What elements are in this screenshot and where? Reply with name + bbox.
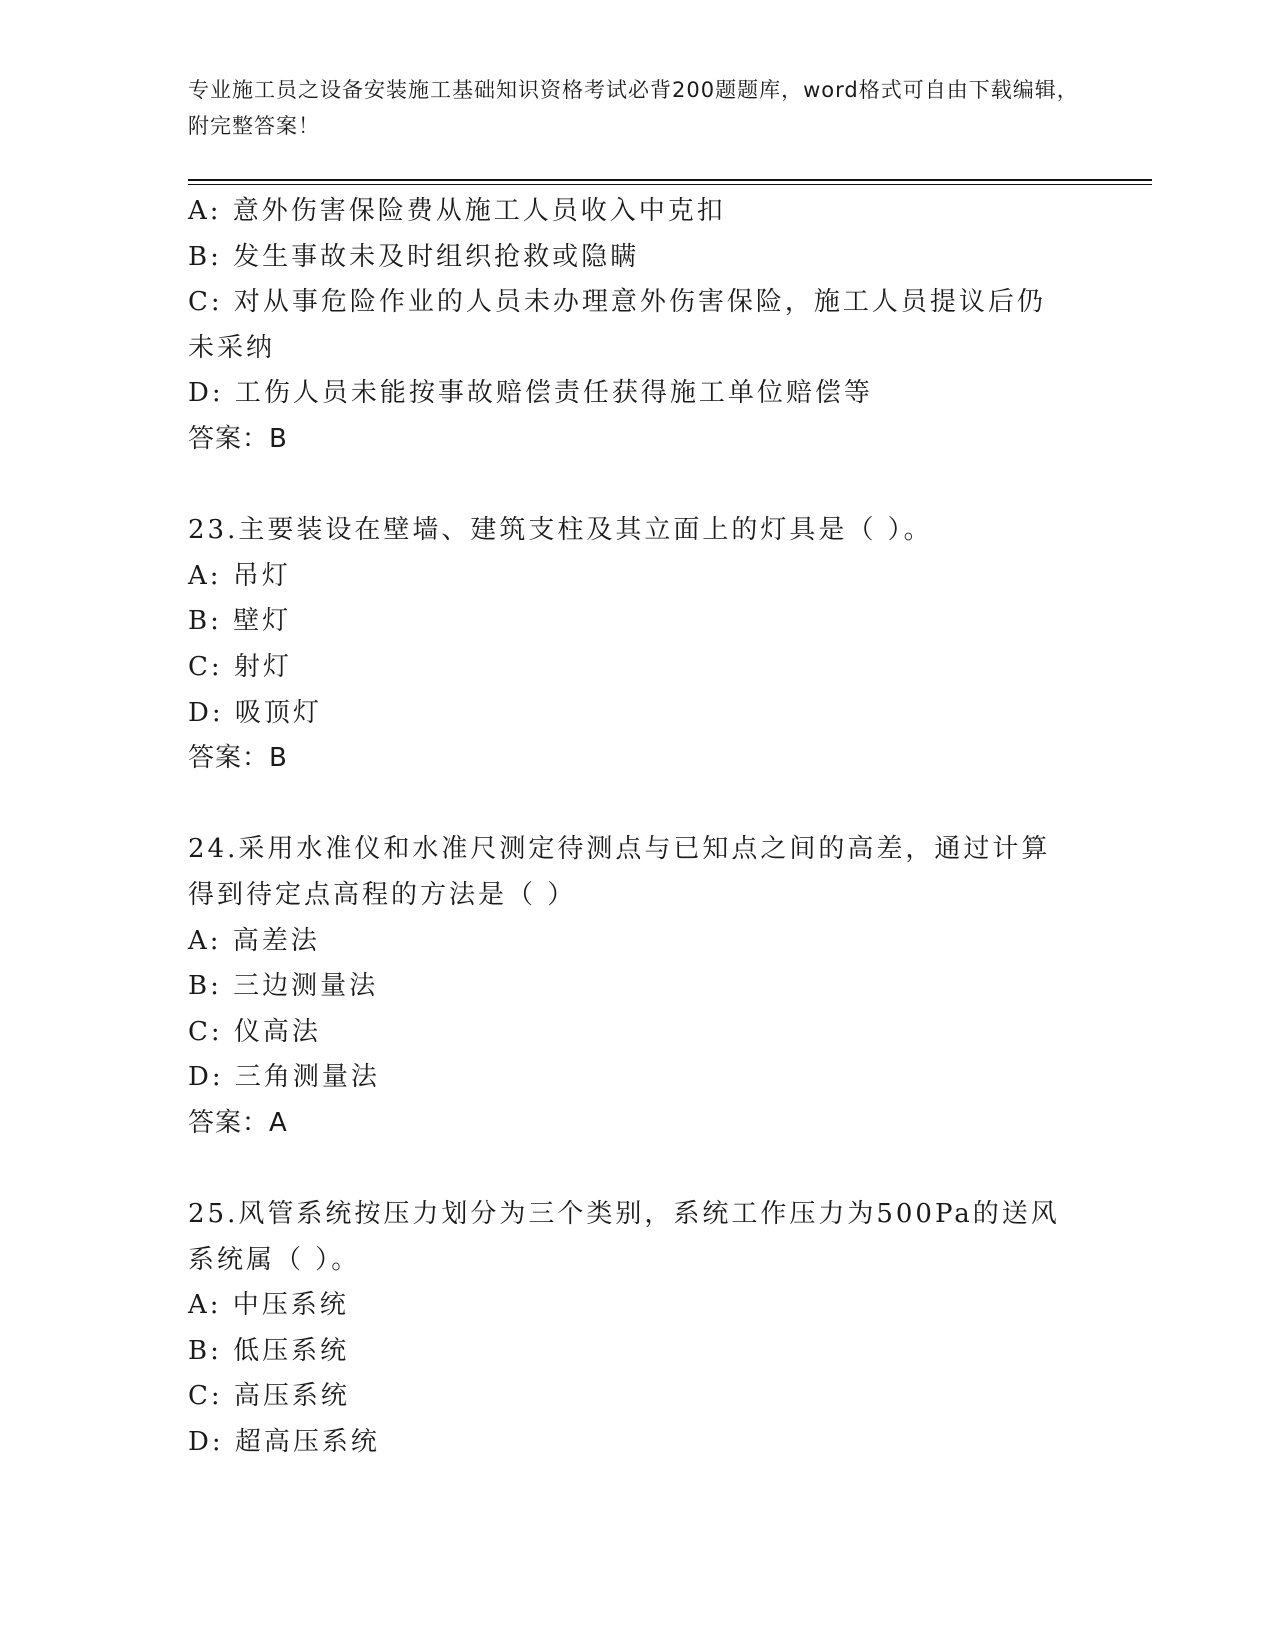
- option-d: D: 三角测量法: [188, 1062, 380, 1093]
- option-a: A: 中压系统: [188, 1290, 349, 1321]
- document-header: 专业施工员之设备安装施工基础知识资格考试必背200题题库，word格式可自由下载编辑，附完整答案！: [188, 78, 1079, 138]
- question-24: [188, 827, 1088, 1146]
- option-b: B: 发生事故未及时组织抢救或隐瞒: [188, 241, 640, 272]
- option-c: C: 仪高法: [188, 1016, 321, 1047]
- option-c: C: 射灯: [188, 651, 292, 682]
- answer-line: 答案：A: [188, 1107, 288, 1138]
- option-b: B: 壁灯: [188, 606, 292, 637]
- option-b: B: 三边测量法: [188, 971, 379, 1002]
- option-c: C: 对从事危险作业的人员未办理意外伤害保险，施工人员提议后仍未采纳: [188, 287, 1046, 363]
- question-25: [188, 1192, 1088, 1466]
- header-rule-thin: [188, 184, 1152, 185]
- answer-line: 答案：B: [188, 743, 288, 774]
- option-a: A: 高差法: [188, 925, 320, 956]
- question-stem: 24.采用水准仪和水准尺测定待测点与已知点之间的高差，通过计算得到待定点高程的方法是（ ）: [188, 834, 1051, 910]
- option-d: D: 吸顶灯: [188, 697, 322, 728]
- answer-line: 答案：B: [188, 423, 288, 454]
- question-stem: 23.主要装设在壁墙、建筑支柱及其立面上的灯具是（ ）。: [188, 515, 933, 546]
- option-a: A: 意外伤害保险费从施工人员收入中克扣: [188, 196, 726, 226]
- option-b: B: 低压系统: [188, 1335, 350, 1366]
- option-c: C: 高压系统: [188, 1381, 350, 1412]
- question-23: [188, 508, 1088, 782]
- option-d: D: 工伤人员未能按事故赔偿责任获得施工单位赔偿等: [188, 378, 873, 409]
- option-d: D: 超高压系统: [188, 1427, 380, 1458]
- document-content: [188, 189, 1088, 1511]
- header-rule-thick: [188, 179, 1152, 181]
- option-a: A: 吊灯: [188, 560, 291, 591]
- question-22-continuation: [188, 189, 1088, 463]
- question-stem: 25.风管系统按压力划分为三个类别，系统工作压力为500Pa的送风系统属（ ）。: [188, 1199, 1060, 1275]
